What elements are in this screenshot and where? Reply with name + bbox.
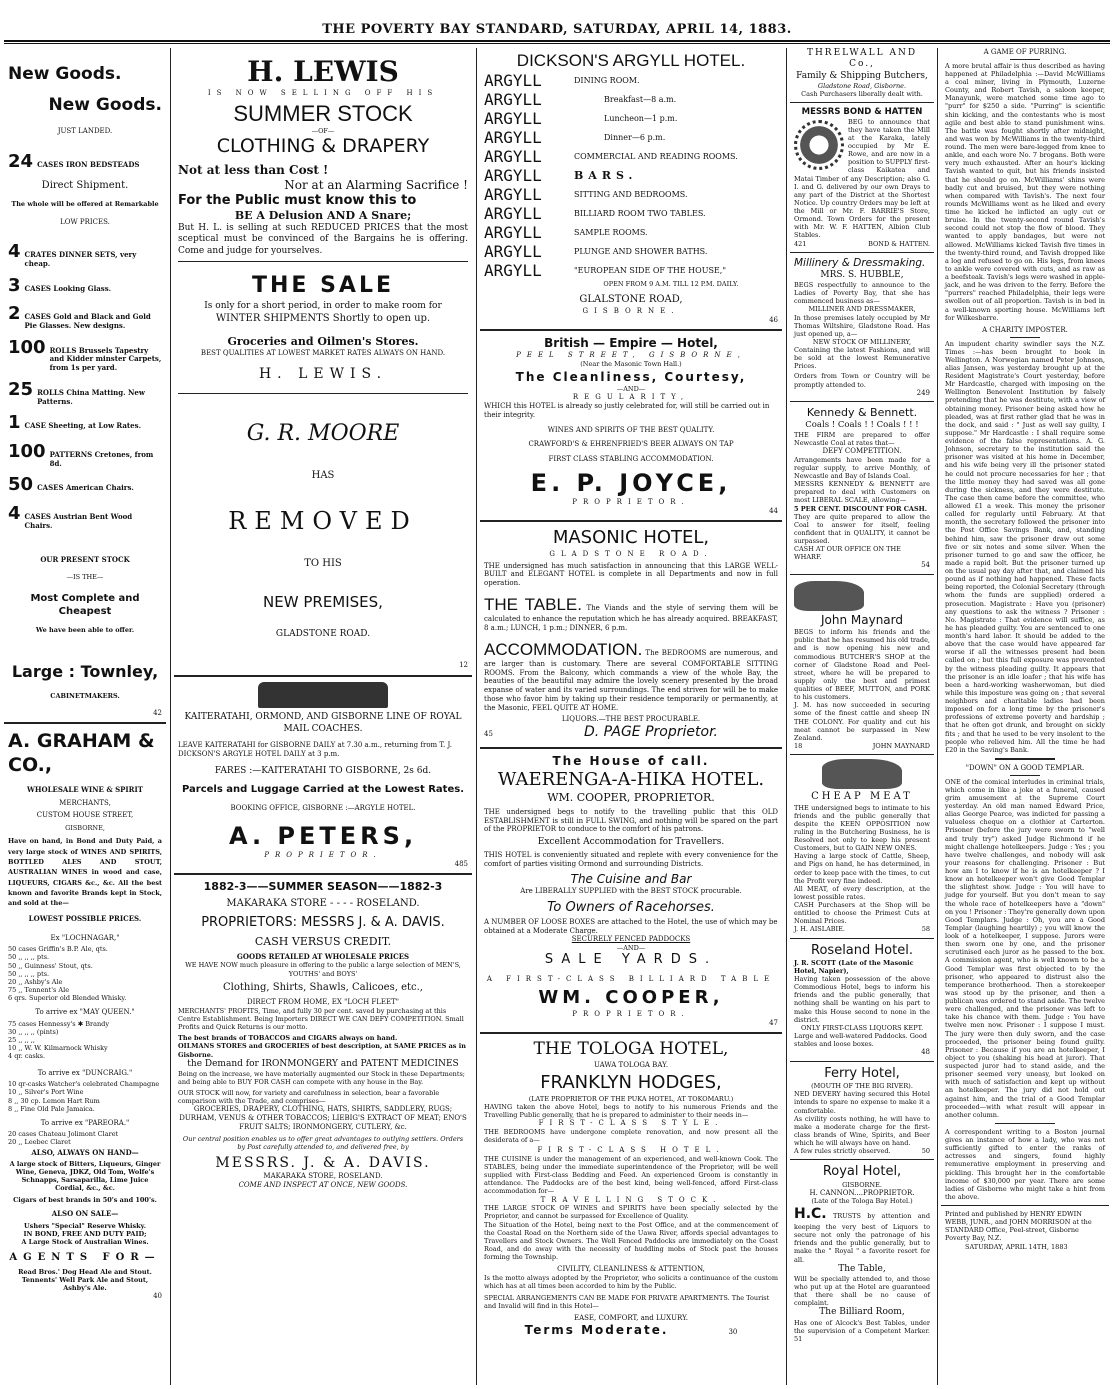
ad-headline: DICKSON'S ARGYLL HOTEL. bbox=[516, 51, 746, 70]
article-title: "DOWN" ON A GOOD TEMPLAR. bbox=[965, 763, 1085, 772]
column-4 bbox=[790, 48, 934, 1385]
firm-name: Large : Townley, bbox=[11, 662, 159, 682]
new-goods-ad: New Goods. New Goods. JUST LANDED. 24 CASES IRON BEDSTEADS Direct Shipment. The whole will be offered at Remarkable LOW PRICES. 4 CRATES DINNER SETS, very cheap. 3 CASES Looking Glass. 2 CASES Gold and Black and Gold Pie Glasses. New designs. 100 ROLLS Brussels Tapestry and Kidder minster Carpets, from 1s per yard. 25 ROLLS China Matting. New Patterns. 1 CASE Sheeting, at Low Rates. 100 PATTERNS Cretones, from 8d. 50 CASES American Chairs. 4 CASES Austrian Bent Wood Chairs. OUR PRESENT STOCK —IS THE— Most Complete and Cheapest We have been able to offer. Large : Townley, CABINETMAKERS. 42 bbox=[8, 64, 162, 717]
column-rule bbox=[786, 48, 787, 1385]
hubble-ad: Millinery & Dressmaking. MRS. S. HUBBLE, BEGS respectfully to announce to the Ladies of Poverty Bay, that she has commenced business as— MILLINER AND DRESSMAKER, In those premises lately occupied by Mr Thomas Wiltshire, Gladstone Road. Has just opened up, a— NEW STOCK OF MILLINERY, Containing the latest Fashions, and will be sold at the lowest Remunerative Prices. Orders from Town or Country will be promptly attended to. 249 bbox=[794, 256, 930, 397]
lewis-ad: H. LEWIS IS NOW SELLING OFF HIS SUMMER STOCK —OF— CLOTHING & DRAPERY Not at less than Cost ! Nor at an Alarming Sacrifice ! For the Public must know this to BE A Delusion AND A Snare; But H. L. is selling at such REDUCED PRICES that the most sceptical must be convinced of the Bargains he is offering. Come and judge for yourselves. THE SALE Is only for a short period, in order to make room for WINTER SHIPMENTS Shortly to open up. Groceries and Oilmen's Stores. BEST QUALITIES AT LOWEST MARKET RATES ALWAYS ON HAND. H. LEWIS. G. R. MOORE HAS REMOVED TO HIS NEW PREMISES, GLADSTONE ROAD. 12 bbox=[178, 55, 468, 669]
imprint: Printed and published by HENRY EDWIN WEBB, JUNR., and JOHN MORRISON at the STANDARD Office, Peel-street, Gisborne Poverty Bay, N.Z. SATURDAY, APRIL 14TH, 1883 bbox=[945, 1210, 1092, 1251]
coach-ad: KAITERATAHI, ORMOND, AND GISBORNE LINE OF ROYAL MAIL COACHES. LEAVE KAITERATAHI for GISBORNE DAILY at 7.30 a.m., returning from T. J. DICKSON'S ARGYLE HOTEL DAILY at 3 p.m. FARES :—KAITERATAHI TO GISBORNE, 2s 6d. Parcels and Luggage Carried at the Lowest Rates. BOOKING OFFICE, GISBORNE :—ARGYLE HOTEL. A. PETERS, PROPRIETOR. 485 bbox=[174, 682, 472, 868]
ad-headline: H. LEWIS bbox=[247, 55, 399, 88]
royal-hotel-ad: Royal Hotel, GISBORNE. H. CANNON....PROPRIETOR. (Late of the Tologa Bay Hotel.) H.C. TRUSTS by attention and keeping the very best of Liquors to secure not only the patronage of his friends and the public generally, but to make the " Royal " a favorite resort for all. The Table, Will be specially attended to, and those who put up at the Hotel are guaranteed that there shall be no cause of complaint. The Billiard Room, Has one of Alcock's Best Tables, under the supervision of a Competent Marker. 51 bbox=[794, 1164, 930, 1343]
graham-ad: A. GRAHAM & CO., WHOLESALE WINE & SPIRIT MERCHANTS, CUSTOM HOUSE STREET, GISBORNE, Have on hand, in Bond and Duty Paid, a very large stock of WINES AND SPIRITS, BOTTLED ALES AND STOUT, AUSTRALIAN WINES in wood and case, LIQUEURS, CIGARS &c., &c. All the best known and favorite Brands kept in Stock, and sold at the— LOWEST POSSIBLE PRICES. Ex "LOCHNAGAR," 50 cases Griffin's B.P. Ale, qts. 50 ,, ,, ,, pts. 50 ,, Guinness' Stout, qts. 50 ,, ,, ,, pts. 20 ,, Ashby's Ale 75 ,, Tennent's Ale 6 qrs. Superior old Blended Whisky. To arrive ex "MAY QUEEN." 75 cases Hennessy's ✱ Brandy 30 ,, ,, ,, (pints) 25 ,, ,, ,, 10 ,, W. W. Kilmarnock Whisky 4 qr. casks. To arrive ex "DUNCRAIG." 10 qr-casks Watcher's celebrated Champagne 10 ,, Silver's Port Wine 8 ,, 30 cp. Lemon Hart Rum 8 ,, Fine Old Pale Jamaica. To arrive ex "PAREORA." 20 cases Chateau Jolimont Claret 20 ,, Leebec Claret ALSO, ALWAYS ON HAND— A large stock of Bitters, Liqueurs, Ginger Wine, Geneva, JDKZ, Old Tom, Wolfe's Schnapps, Sarsaparilla, Lime Juice Cordial, &c., &c. Cigars of best brands in 50's and 100's. ALSO ON SALE— Ushers "Special" Reserve Whisky. IN BOND, FREE AND DUTY PAID; A Large Stock of Australian Wines. AGENTS FOR— Read Bros.' Dog Head Ale and Stout. Tennents' Well Park Ale and Stout, Ashby's Ale. 40 bbox=[8, 730, 162, 1301]
article-boston: A correspondent writing to a Boston journal gives an instance of how a lady, who was not sufficiently gifted to enter the ranks of actresses and singers, found highly remunerative employment in preserving and pickling. This brought her in the comfortable income of $30,000 per year. There are some ladies of Gisborne who might take a hint from the above. bbox=[945, 1127, 1105, 1201]
bull-illustration bbox=[794, 581, 864, 611]
masthead-rule bbox=[4, 40, 1110, 42]
kennedy-bennett-ad: Kennedy & Bennett. Coals ! Coals ! ! Coals ! ! ! THE FIRM are prepared to offer Newcastle Coal at rates that— DEFY COMPETITION. Arrangements have been made for a regular supply, to arrive Monthly, of Newcastle and Bay of Islands Coal. MESSRS KENNEDY & BENNETT are prepared to deal with Customers on most LIBERAL SCALE, allowing— 5 PER CENT. DISCOUNT FOR CASH. They are quite prepared to allow the Coal to answer for itself, feeling confident that in QUALITY, it cannot be surpassed. CASH AT OUR OFFICE ON THE WHARF. 54 bbox=[794, 406, 930, 570]
column-1 bbox=[4, 48, 166, 1385]
cheap-meat-ad: CHEAP MEAT THE undersigned begs to intimate to his friends and the public generally that despite the KEEN OPPOSITION now ruling in the Butchering Business, he is Resolved not only to keep his present Customers, but to GAIN NEW ONES. Having a large stock of Cattle, Sheep, and Pigs on hand, he has determined, in order to keep pace with the times, to cut the Profit very fine indeed. All MEAT, of every description, at the lowest possible rates. CASH Purchasers at the Shop will be entitled to choose the Primest Cuts at Nominal Prices. J. H. AISLABIE. 58 bbox=[790, 759, 934, 934]
column-2 bbox=[174, 48, 472, 1385]
article-title: A CHARITY IMPOSTER. bbox=[982, 325, 1068, 334]
threlwall-ad: THRELWALL AND Co., Family & Shipping Butchers, Gladstone Road, Gisborne. Cash Purchasers liberally dealt with. bbox=[796, 48, 928, 98]
article-title: A GAME OF PURRING. bbox=[983, 48, 1067, 56]
masthead-rule-thin bbox=[4, 43, 1110, 44]
moore-name: G. R. MOORE bbox=[246, 421, 400, 447]
column-3 bbox=[480, 48, 782, 1385]
waerenga-hotel-ad: The House of call. WAERENGA-A-HIKA HOTEL. WM. COOPER, PROPRIETOR. THE undersigned begs to notify to the travelling public that this OLD ESTABLISHMENT is still in FULL SWING, and nothing will be spared on the part of the PROPRIETOR to conduce to the comfort of his patrons. Excellent Accommodation for Travellers. THIS HOTEL is conveniently situated and replete with every convenience for the comfort of parties visiting Ormond and surrounding Districts. The Cuisine and Bar Are LIBERALLY SUPPLIED with the BEST STOCK procurable. To Owners of Racehorses. A NUMBER OF LOOSE BOXES are attached to the Hotel, the use of which may be obtained at a Moderate Charge. SECURELY FENCED PADDOCKS —AND— SALE YARDS. A FIRST-CLASS BILLIARD TABLE WM. COOPER, PROPRIETOR. 47 bbox=[484, 753, 778, 1027]
column-rule bbox=[170, 48, 171, 1385]
ad-headline-2: New Goods. bbox=[48, 95, 162, 116]
firm-name: A. GRAHAM & CO., bbox=[8, 730, 155, 776]
saw-blade-illustration bbox=[794, 120, 844, 170]
column-rule bbox=[937, 48, 938, 1385]
article-purring: A GAME OF PURRING. A more brutal affair is thus described as having happened at Philadelphia :—David McWilliams a coal miner, living in Plymouth, Luzerne County, and Robert Tavish, a saloon keeper, Manayunk, were matched some time ago to "purr" for $250 a side. "Purring" is scientific shin kicking, and the contestants who is most agile and best able to stand punishment wins. The battle was fought shortly after midnight, and was won by McWilliams in the twenty-third round. The men were bare-legged from knee to ankle, and each wore No. 7 brogans. Both were very much exhausted. After an hour's kicking Tavish wanted to quit, but his friends insisted that he should go on. McWilliams' shins were badly cut and bruised, but they were nothing when compared with Tavish's. The next four rounds McWilliams went as he liked and every time he kicked he inflicted an ugly cut or bruise. In the twenty-second round Tavish's second could not stop the flow of blood. They wanted to apply bandages, but were not allowed. McWilliams kicked Tavish five times in the twenty-third round, and Tavish dropped like a log and refused to go on. His legs, from knees to ankle were covered with cuts, and as raw as a beefsteak. Tavish's legs were washed in apple-jack, and he was driven to the ferry. Before the "purrers" reached Philadelphia, their legs were swollen out of all proportion. Tavish is in bed in a well-known sporting house. McWilliams left for Wilkesbarre. bbox=[945, 48, 1105, 322]
column-5 bbox=[941, 48, 1109, 1385]
tologa-hotel-ad: THE TOLOGA HOTEL, UAWA TOLOGA BAY. FRANKLYN HODGES, (LATE PROPRIETOR OF THE PUKA HOTEL, AT TOKOMARU.) HAVING taken the above Hotel, begs to notify to his numerous Friends and the Travelling Public generally, that he is prepared to administer to their needs in— FIRST-CLASS STYLE. THE BEDROOMS have undergone complete renovation, and now present all the desiderata of a— FIRST-CLASS HOTEL. THE CUISINE is under the management of an experienced, and well-known Cook. The STABLES, being under the immediate superintendence of the Proprietor, will be well supplied with First-class Bedding and Feed. An experienced Groom is constantly in attendance. The Paddocks are of the best kind, being well-fenced, afford First-class accommodation for— TRAVELLING STOCK. THE LARGE STOCK OF WINES and SPIRITS have been specially selected by the Proprietor, and cannot be surpassed for Excellence of Quality. The Situation of the Hotel, being next to the Post Office, and at the commencement of the Coastal Road on the Northern side of the Uawa River, affords special advantages to Travellers and Stock Owners. The Well Fenced Paddocks are immediately on the Coast Road, and do away with the necessity of huddling mobs of Stock past the houses forming the Township. CIVILITY, CLEANLINESS & ATTENTION, Is the motto always adopted by the Proprietor, who solicits a continuance of the custom which has at all times been accorded to him by the Public. SPECIAL ARRANGEMENTS CAN BE MADE FOR PRIVATE APARTMENTS. The Tourist and Invalid will find in this Hotel— EASE, COMFORT, and LUXURY. Terms Moderate. 30 bbox=[484, 1039, 778, 1338]
bond-hatten-ad: MESSRS BOND & HATTEN BEG to announce that they have taken the Mill at the Karaka, lately occupied by Mr E. Rowe, and are now in a position to SUPPLY first-class Kaikatea and Matai Timber of any Description; also G. I. and G. delivered by our own Drays to any part of the District at the Shortest Notice. Up country Orders may be left at the Mill or Mr. F. BARRIE'S Store, Ormond. Town Orders for the present with Mr. W. F. HATTEN, Albion Club Stables. 421 BOND & HATTEN. bbox=[794, 107, 930, 248]
article-imposter: A CHARITY IMPOSTER. An impudent charity swindler says the N.Z. Times :—has been brought to book in Wellington. A Norwegian named Peter Johnson, alias Jansen, was yesterday brought up at the Resident Magistrate's Court yesterday, before Mr Hardcastle, charged with imposing on the Wellington Benevolent Institution by falsely pretending that he was destitute, with a view of obtaining money. Prisoner being asked how he pleaded, was at first rather glad that he was in the dock, and said : " Just as well say guilty, I suppose." Mr Hardcastle : I shall require some evidence of the false representations. A. G. Johnson, secretary to the institution said the prisoner was visited at his home in December, and his wife being very ill the prisoner stated he could not procure necessaries for her ; that the little money they had saved was all gone during the sickness, and they were destitute. The case then came before the committee, who allowed £1 a week. This money the prisoner called for regularly until February. At that month, the secretary followed the prisoner into the Post Office Savings Bank, and, standing behind him, saw the prisoner draw out some five or six notes and some silver. When the prisoner turned to go and saw the officer, he made a rapid bolt. But the prisoner turned up on the usual pay day after that, and claimed his pound as if nothing had happened. These facts being reported, the Colonial Secretary (through whom the funds are supplied) ordered a prosecution. Magistrate : Have you (prisoner) any questions to ask the witness ? Prisoner : No. Magistrate : That evidence will suffice, as he has pleaded guilty. You are sentenced to one month's hard labor. It should be added to the above that the case would have appeared far worse if all the witnesses present had been called on ; but this full exposure was prevented by the witness pleading guilty. It appears that the prisoner is an idle loafer ; that his wife has been a hard-working washerwoman, but died while this imposture was going on ; that several neighbors and charitable ladies had been imposed on for a long time by the prisoner's professions of extreme poverty and hardship ; that he often got drunk, and brought on sickly fits ; and that he used to be very insolent to the people who relieved him. All the time he had £20 in the Saving's Bank. bbox=[945, 325, 1105, 754]
masonic-hotel-ad: MASONIC HOTEL, GLADSTONE ROAD. THE undersigned has much satisfaction in announcing that this LARGE WELL-BUILT and ELEGANT HOTEL is complete in all Departments and now in full operation. THE TABLE. The Viands and the style of serving them will be calculated to enhance the reputation which he has already acquired. BREAKFAST, 8 a.m.; LUNCH, 1 p.m.; DINNER, 6 p.m. ACCOMMODATION. The BEDROOMS are numerous, and are larger than is customary. There are several COMFORTABLE SITTING ROOMS. From the Balcony, which commands a view of the whole Bay, the beauties of the beautiful may admire the lovely scenery presented by the broad expanse of water and its varied surroundings. The end striven for will be to make those who favor him by taking up their residence temporarily or permanently, at the Masonic, FEEL QUITE AT HOME. LIQUORS.—THE BEST PROCURABLE. 45 D. PAGE Proprietor. bbox=[484, 527, 778, 741]
maynard-ad: John Maynard BEGS to inform his friends and the public that he has resumed his old trade, and is now opening his new and commodious BUTCHER'S SHOP at the corner of Gladstone Road and Peel-street, where he will be prepared to supply only the best and primest qualities of BEEF, MUTTON, and PORK to his customers. J. M. has now succeeded in securing some of the finest cattle and sheep IN THE COLONY. For quality and cut his meat cannot be surpassed in New Zealand. 18 JOHN MAYNARD bbox=[790, 579, 934, 750]
coach-illustration bbox=[258, 682, 388, 708]
roseland-hotel-ad: Roseland Hotel. J. R. SCOTT (Late of the Masonic Hotel, Napier), Having taken possession of the above Commodious Hotel, begs to inform his friends and the public generally, that nothing shall be wanting on his part to make this House second to none in the district. ONLY FIRST-CLASS LIQUORS KEPT. Large and well-watered Paddocks. Good stables and loose boxes. 48 bbox=[794, 942, 930, 1057]
masthead bbox=[0, 0, 1114, 44]
article-good-templar: "DOWN" ON A GOOD TEMPLAR. ONE of the comical interludes in criminal trials, which come in like a joke at a funeral, caused grim amusement at the Supreme Court yesterday. An old man named Edward Price, alias George Pearce, was indicted for passing a valueless cheque on a clothier at Carterton. Prisoner (before the jury were sworn to "well and truly try") asked Judge Richmond if he might challenge hotelkeepers. Judge : Yes ; you have twelve challenges, and nobody will ask your reasons for challenging. Prisoner : But how am I to know if he is an hotelkeeper ? I know an hotelkeeper won't give Good Templar the slightest show. Judge : You will have to judge for yourself. But you don't mean to say the whole race of hotelkeepers have a "down" on you ! Prisoner : They're generally down upon Good Templars. Judge : Oh, you are a Good Templar (laughing heartily) ; you will know the look of a hotelkeeper, I suppose. Jurors were then sworn one by one, and the prisoner scrutinised each juror as he passed to the box. A commission agent, who is well known to be a Good Templar was first objected to by the prisoner, who appeared to distrust also the temperance brotherhood. Then a storekeeper was stood up by the prisoner, and then a publican was ordered to stand aside. The twelve were challenged, and the prisoner was left to take his chance with them. Judge : You have twelve men now. Prisoner : I suppose I must. The jury were then duly sworn, and the case proceeded, the prisoner being found guilty. Prisoner : Because if you are an hotelkeeper, I object to you (shaking his head at juror). That suspected juror had to stand aside, and the prisoner seemed very uneasy, but looked on with much of satisfaction and kept up without an hotelkeeper. The jury did not hold out against him, and the trial of a Good Templar proceeded—with what result will appear in another column. bbox=[945, 763, 1105, 1119]
davis-ad: 1882-3——SUMMER SEASON——1882-3 MAKARAKA STORE - - - - ROSELAND. PROPRIETORS: MESSRS J. & A. DAVIS. CASH VERSUS CREDIT. GOODS RETAILED AT WHOLESALE PRICES WE HAVE NOW much pleasure in offering to the public a large selection of MEN'S, YOUTHS' and BOYS' Clothing, Shirts, Shawls, Calicoes, etc., DIRECT FROM HOME, EX "LOCH FLEET" MERCHANTS' PROFITS, Time, and fully 30 per cent. saved by purchasing at this Centre Establishment. Being Importers DIRECT WE CAN DEFY COMPETITION. Small Profits and Quick Returns is our motto. The best brands of TOBACCOS and CIGARS always on hand. OILMANS STORES and GROCERIES of best description, at SAME PRICES as in Gisborne. the Demand for IRONMONGERY and PATENT MEDICINES Being on the increase, we have materially augmented our Stock in these Departments; and being able to BUY FOR CASH can compete with any house in the Bay. OUR STOCK will now, for variety and carefulness in selection, bear a favorable comparison with the Trade, and comprises— GROCERIES, DRAPERY, CLOTHING, HATS, SHIRTS, SADDLERY, RUGS; DURHAM, VENUS & OTHER TOBACCOS; LIEBIG'S EXTRACT OF MEAT; ENO'S FRUIT SALTS; IRONMONGERY, CUTLERY, &c. Our central position enables us to offer great advantages to outlying settlers. Orders by Post carefully attended to, and delivered free, by MESSRS. J. & A. DAVIS. MAKARAKA STORE, ROSELAND. COME AND INSPECT AT ONCE, NEW GOODS. bbox=[178, 880, 467, 1190]
argyll-hotel-ad: DICKSON'S ARGYLL HOTEL. ARGYLL DINING ROOM. ARGYLL Breakfast—8 a.m. ARGYLL Luncheon—1 p.m. ARGYLL Dinner—6 p.m. ARGYLL COMMERCIAL AND READING ROOMS. ARGYLL BARS. ARGYLL SITTING AND BEDROOMS. ARGYLL BILLIARD ROOM TWO TABLES. ARGYLL SAMPLE ROOMS. ARGYLL PLUNGE AND SHOWER BATHS. ARGYLL "EUROPEAN SIDE OF THE HOUSE," OPEN FROM 9 A.M. TILL 12 P.M. DAILY. GLALSTONE ROAD, GISBORNE. 46 bbox=[484, 51, 778, 324]
newspaper-title: THE POVERTY BAY STANDARD, SATURDAY, APRIL 14, 1883. bbox=[322, 22, 792, 37]
goods-list: 4 CRATES DINNER SETS, very cheap. 3 CASES Looking Glass. 2 CASES Gold and Black and Gold Pie Glasses. New designs. 100 ROLLS Brussels Tapestry and Kidder minster Carpets, from 1s per yard. 25 ROLLS China Matting. New Patterns. 1 CASE Sheeting, at Low Rates. 100 PATTERNS Cretones, from 8d. 50 CASES American Chairs. 4 CASES Austrian Bent Wood Chairs. bbox=[8, 241, 162, 530]
ferry-hotel-ad: Ferry Hotel, (MOUTH OF THE BIG RIVER). NED DEVERY having secured this Hotel intends to spare no expense to make it a comfortable. As civility costs nothing, he will have to make a moderate charge for the first-class brands of Wine, Spirits, and Beer which he will always have on hand. A few rules strictly observed. 50 bbox=[794, 1065, 930, 1156]
british-empire-ad: British — Empire — Hotel, PEEL STREET, GISBORNE, (Near the Masonic Town Hall.) The Cleanliness, Courtesy, —AND— REGULARITY, WHICH this HOTEL is already so justly celebrated for, will still be carried out in their integrity. WINES AND SPIRITS OF THE BEST QUALITY. CRAWFORD'S & EHRENFRIED'S BEER ALWAYS ON TAP FIRST CLASS STABLING ACCOMMODATION. E. P. JOYCE, PROPRIETOR. 44 bbox=[484, 336, 778, 515]
bull-illustration bbox=[822, 759, 902, 789]
ad-headline: New Goods. bbox=[8, 64, 122, 84]
column-rule bbox=[476, 48, 477, 1385]
